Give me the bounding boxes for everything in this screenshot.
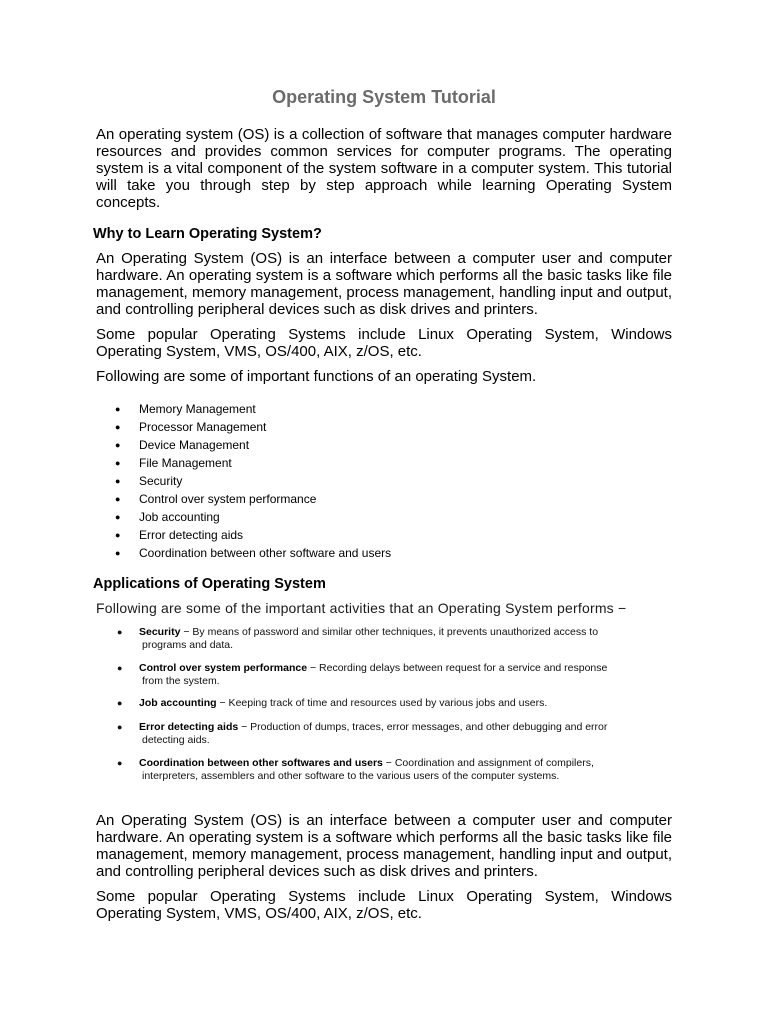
list-item: ● Control over system performance <box>115 492 317 506</box>
bullet-icon: ● <box>115 512 121 522</box>
list-item: ● Job accounting <box>115 510 220 524</box>
list-item: ● Coordination between other softwares and users − Coordination and assignment of compilers, interpreters, assemblers and other software to the various users of the computer systems. <box>117 757 594 782</box>
bullet-icon: ● <box>117 663 123 673</box>
list-item: ● Processor Management <box>115 420 267 434</box>
page-title: Operating System Tutorial <box>272 87 496 107</box>
item-term: Coordination between other softwares and users <box>139 757 383 769</box>
bullet-icon: ● <box>115 422 121 432</box>
list-item: ● Error detecting aids − Production of dumps, traces, error messages, and other debugging and error detecting aids. <box>117 721 608 746</box>
intro-paragraph: An operating system (OS) is a collection of software that manages computer hardware resources and provides common services for computer programs. The operating system is a vital component of the system software in a computer system. This tutorial will take you through step by step approach while learning Operating System concepts. <box>96 126 672 211</box>
bullet-icon: ● <box>115 476 121 486</box>
list-item: ● File Management <box>115 456 232 470</box>
bullet-icon: ● <box>115 494 121 504</box>
applications-heading: Applications of Operating System <box>93 576 326 592</box>
list-item: ● Device Management <box>115 438 250 452</box>
why-paragraph-1: An Operating System (OS) is an interface between a computer user and computer hardware. An operating system is a software which performs all the basic tasks like file management, memory management, process management, handling input and output, and controlling peripheral devices such as disk drives and printers. <box>96 250 672 318</box>
why-paragraph-2: Some popular Operating Systems include Linux Operating System, Windows Operating System, VMS, OS/400, AIX, z/OS, etc. <box>96 326 672 360</box>
list-item: ● Security − By means of password and similar other techniques, it prevents unauthorized access to programs and data. <box>117 626 599 651</box>
list-item: ● Security <box>115 474 183 488</box>
closing-paragraph-1: An Operating System (OS) is an interface between a computer user and computer hardware. An operating system is a software which performs all the basic tasks like file management, memory management, process management, handling input and output, and controlling peripheral devices such as disk drives and printers. <box>96 812 672 880</box>
functions-list <box>0 400 391 562</box>
list-item: ● Job accounting − Keeping track of time and resources used by various jobs and users. <box>117 697 548 709</box>
bullet-icon: ● <box>117 758 123 768</box>
item-term: Control over system performance <box>139 662 308 674</box>
applications-intro: Following are some of the important activities that an Operating System performs − <box>96 600 627 616</box>
bullet-icon: ● <box>117 627 123 637</box>
bullet-icon: ● <box>115 530 121 540</box>
why-paragraph-3: Following are some of important functions of an operating System. <box>96 368 537 385</box>
list-item: ● Coordination between other software and users <box>115 546 392 560</box>
bullet-icon: ● <box>115 548 121 558</box>
list-item: ● Error detecting aids <box>115 528 244 542</box>
item-term: Job accounting <box>139 697 217 709</box>
item-term: Error detecting aids <box>139 721 239 733</box>
item-term: Security <box>139 626 181 638</box>
list-item: ● Memory Management <box>115 402 256 416</box>
bullet-icon: ● <box>115 404 121 414</box>
bullet-icon: ● <box>115 458 121 468</box>
list-item: ● Control over system performance − Recording delays between request for a service and response from the system. <box>117 662 608 687</box>
bullet-icon: ● <box>117 698 123 708</box>
closing-paragraph-2: Some popular Operating Systems include Linux Operating System, Windows Operating System, VMS, OS/400, AIX, z/OS, etc. <box>96 888 672 922</box>
bullet-icon: ● <box>115 440 121 450</box>
bullet-icon: ● <box>117 722 123 732</box>
why-heading: Why to Learn Operating System? <box>93 226 322 242</box>
applications-list <box>0 626 672 787</box>
